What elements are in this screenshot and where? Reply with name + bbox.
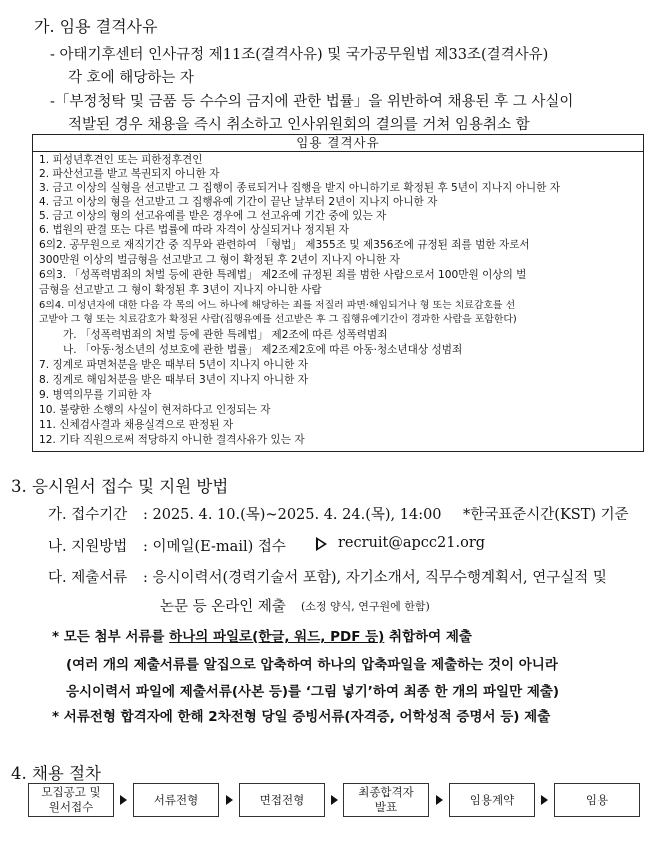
note-1-prefix: * 모든 첨부 서류를 <box>52 629 170 645</box>
note-1-underlined: 하나의 파일로(한글, 워드, PDF 등) <box>169 629 385 645</box>
table-header: 임용 결격사유 <box>33 135 643 152</box>
note-2: (여러 개의 제출서류를 알집으로 압축하여 하나의 압축파일을 제출하는 것이 아니라 <box>66 657 558 673</box>
table-row: 4. 금고 이상의 형을 선고받고 그 집행유예 기간이 끝난 날부터 2년이 지나지 아니한 자 <box>39 196 438 208</box>
step-appointment: 임용 <box>554 783 640 817</box>
table-row: 10. 불량한 소행의 사실이 현저하다고 인정되는 자 <box>39 404 271 416</box>
docs-line-2: 논문 등 온라인 제출 <box>160 599 286 615</box>
step-final-announcement: 최종합격자 발표 <box>343 783 429 817</box>
period-value: : 2025. 4. 10.(목)~2025. 4. 24.(목), 14:00 <box>143 507 442 523</box>
table-row: 금형을 선고받고 그 형이 확정된 후 3년이 지나지 아니한 사람 <box>39 284 322 296</box>
table-row: 300만원 이상의 벌금형을 선고받고 그 형이 확정된 후 2년이 지나지 아니한 자 <box>39 254 400 266</box>
arrow-right-icon <box>436 795 443 805</box>
disqualification-table <box>32 134 644 452</box>
bullet-1-line-2: 각 호에 해당하는 자 <box>68 70 194 86</box>
note-1-suffix: 취합하여 제출 <box>384 629 472 645</box>
table-row: 9. 병역의무를 기피한 자 <box>39 389 152 401</box>
table-row: 6. 법원의 판결 또는 다른 법률에 따라 자격이 상실되거나 정지된 자 <box>39 224 349 236</box>
method-value: : 이메일(E-mail) 접수 <box>143 539 286 555</box>
period-label: 가. 접수기간 <box>48 507 128 523</box>
table-row: 6의3. 「성폭력범죄의 처벌 등에 관한 특례법」 제2조에 규정된 죄를 범한 사람으로서 100만원 이상의 벌 <box>39 269 527 281</box>
arrow-right-icon <box>226 795 233 805</box>
bullet-2-line-2: 적발된 경우 채용을 즉시 취소하고 인사위원회의 결의를 거쳐 임용취소 함 <box>68 117 530 133</box>
table-row: 12. 기타 직원으로써 적당하지 아니한 결격사유가 있는 자 <box>39 434 305 446</box>
arrow-right-icon <box>331 795 338 805</box>
docs-line-1: : 응시이력서(경력기술서 포함), 자기소개서, 직무수행계획서, 연구실적 및 <box>143 570 607 586</box>
triangle-inner-icon <box>318 540 324 548</box>
table-row: 1. 피성년후견인 또는 피한정후견인 <box>39 154 203 166</box>
step-interview: 면접전형 <box>239 783 325 817</box>
table-row: 5. 금고 이상의 형의 선고유예를 받은 경우에 그 선고유예 기간 중에 있는 자 <box>39 210 387 222</box>
table-row: 8. 징계로 해임처분을 받은 때부터 3년이 지나지 아니한 자 <box>39 374 308 386</box>
method-label: 나. 지원방법 <box>48 539 128 555</box>
section-ga-title: 가. 임용 결격사유 <box>34 17 158 36</box>
note-1 <box>52 625 472 645</box>
bullet-1-line-1: - 아태기후센터 인사규정 제11조(결격사유) 및 국가공무원법 제33조(결격사유) <box>50 47 549 63</box>
table-row: 11. 신체검사결과 채용실격으로 판정된 자 <box>39 419 234 431</box>
step-application: 모집공고 및 원서접수 <box>28 783 114 817</box>
docs-line-2-small: (소정 양식, 연구원에 한함) <box>301 600 430 613</box>
table-row: 6의4. 미성년자에 대한 다음 각 목의 어느 하나에 해당하는 죄를 저질러 파면·해임되거나 형 또는 치료감호를 선 <box>39 300 516 311</box>
table-row: 2. 파산선고를 받고 복권되지 아니한 자 <box>39 168 220 180</box>
arrow-right-icon <box>120 795 127 805</box>
step-contract: 임용계약 <box>449 783 535 817</box>
note-4: * 서류전형 합격자에 한해 2차전형 당일 증빙서류(자격증, 어학성적 증명서 등) 제출 <box>52 709 551 725</box>
section-3-title: 3. 응시원서 접수 및 지원 방법 <box>11 477 229 496</box>
note-3: 응시이력서 파일에 제출서류(사본 등)를 ‘그림 넣기’하여 최종 한 개의 파일만 제출) <box>66 684 560 700</box>
table-row: 고받아 그 형 또는 치료감호가 확정된 사람(집행유예를 선고받은 후 그 집행유예기간이 경과한 사람을 포함한다) <box>39 314 517 325</box>
table-row: 7. 징계로 파면처분을 받은 때부터 5년이 지나지 아니한 자 <box>39 359 308 371</box>
table-row: 6의2. 공무원으로 재직기간 중 직무와 관련하여 「형법」 제355조 및 제356조에 규정된 죄를 범한 자로서 <box>39 239 530 251</box>
recruit-email-link[interactable]: recruit@apcc21.org <box>338 535 486 551</box>
table-row: 가. 「성폭력범죄의 처벌 등에 관한 특례법」 제2조에 따른 성폭력범죄 <box>63 329 388 341</box>
section-4-title: 4. 채용 절차 <box>11 764 101 783</box>
table-row: 나. 「아동·청소년의 성보호에 관한 법률」 제2조제2호에 따른 아동·청소년대상 성범죄 <box>63 344 463 356</box>
arrow-right-icon <box>541 795 548 805</box>
table-row: 3. 금고 이상의 실형을 선고받고 그 집행이 종료되거나 집행을 받지 아니하기로 확정된 후 5년이 지나지 아니한 자 <box>39 182 560 194</box>
docs-label: 다. 제출서류 <box>48 570 128 586</box>
step-document-screening: 서류전형 <box>133 783 219 817</box>
period-note: *한국표준시간(KST) 기준 <box>463 507 629 523</box>
bullet-2-line-1: -「부정청탁 및 금품 등 수수의 금지에 관한 법률」을 위반하여 채용된 후 그 사실이 <box>50 94 574 110</box>
